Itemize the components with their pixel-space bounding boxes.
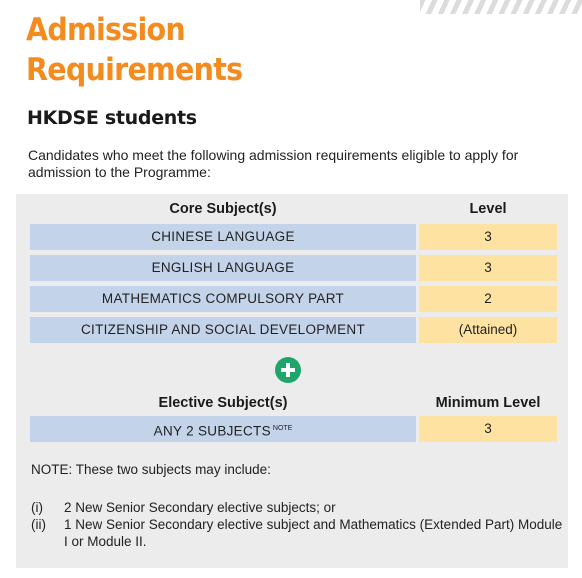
subject-cell: MATHEMATICS COMPULSORY PART — [30, 286, 416, 312]
note-list — [31, 499, 564, 550]
level-cell: 3 — [419, 224, 557, 250]
plus-circle-icon — [275, 357, 301, 383]
subject-text: ANY 2 SUBJECTS — [153, 423, 271, 439]
note-superscript: NOTE — [272, 425, 293, 432]
page-title — [26, 10, 242, 90]
list-item — [31, 516, 564, 550]
note-text: NOTE: These two subjects may include: — [31, 462, 271, 477]
table-row — [30, 224, 557, 250]
intro-text: Candidates who meet the following admission requirements eligible to apply for admission to the Programme: — [28, 147, 519, 180]
list-item — [31, 499, 564, 516]
level-cell: 3 — [419, 416, 557, 442]
core-level-header: Level — [469, 201, 507, 217]
subject-cell: CHINESE LANGUAGE — [30, 224, 416, 250]
core-subject-header: Core Subject(s) — [169, 201, 277, 217]
level-cell: (Attained) — [419, 317, 557, 343]
subject-cell: CITIZENSHIP AND SOCIAL DEVELOPMENT — [30, 317, 416, 343]
section-subtitle: HKDSE students — [27, 107, 197, 129]
level-cell: 2 — [419, 286, 557, 312]
level-cell: 3 — [419, 255, 557, 281]
requirements-panel — [16, 194, 568, 568]
table-row — [30, 286, 557, 312]
decorative-stripes — [420, 0, 582, 14]
table-row — [30, 416, 557, 442]
list-marker: (i) — [31, 500, 43, 515]
elective-subject-header: Elective Subject(s) — [158, 395, 288, 411]
table-row — [30, 255, 557, 281]
title-line-1: Admission — [26, 12, 185, 48]
list-marker: (ii) — [31, 517, 46, 532]
subject-cell — [30, 416, 416, 442]
elective-level-header: Minimum Level — [435, 395, 541, 411]
table-row — [30, 317, 557, 343]
list-item-text: 1 New Senior Secondary elective subject and Mathematics (Extended Part) Module I or Module II. — [64, 517, 563, 549]
title-line-2: Requirements — [26, 52, 243, 88]
subject-cell: ENGLISH LANGUAGE — [30, 255, 416, 281]
list-item-text: 2 New Senior Secondary elective subjects; or — [64, 500, 336, 515]
